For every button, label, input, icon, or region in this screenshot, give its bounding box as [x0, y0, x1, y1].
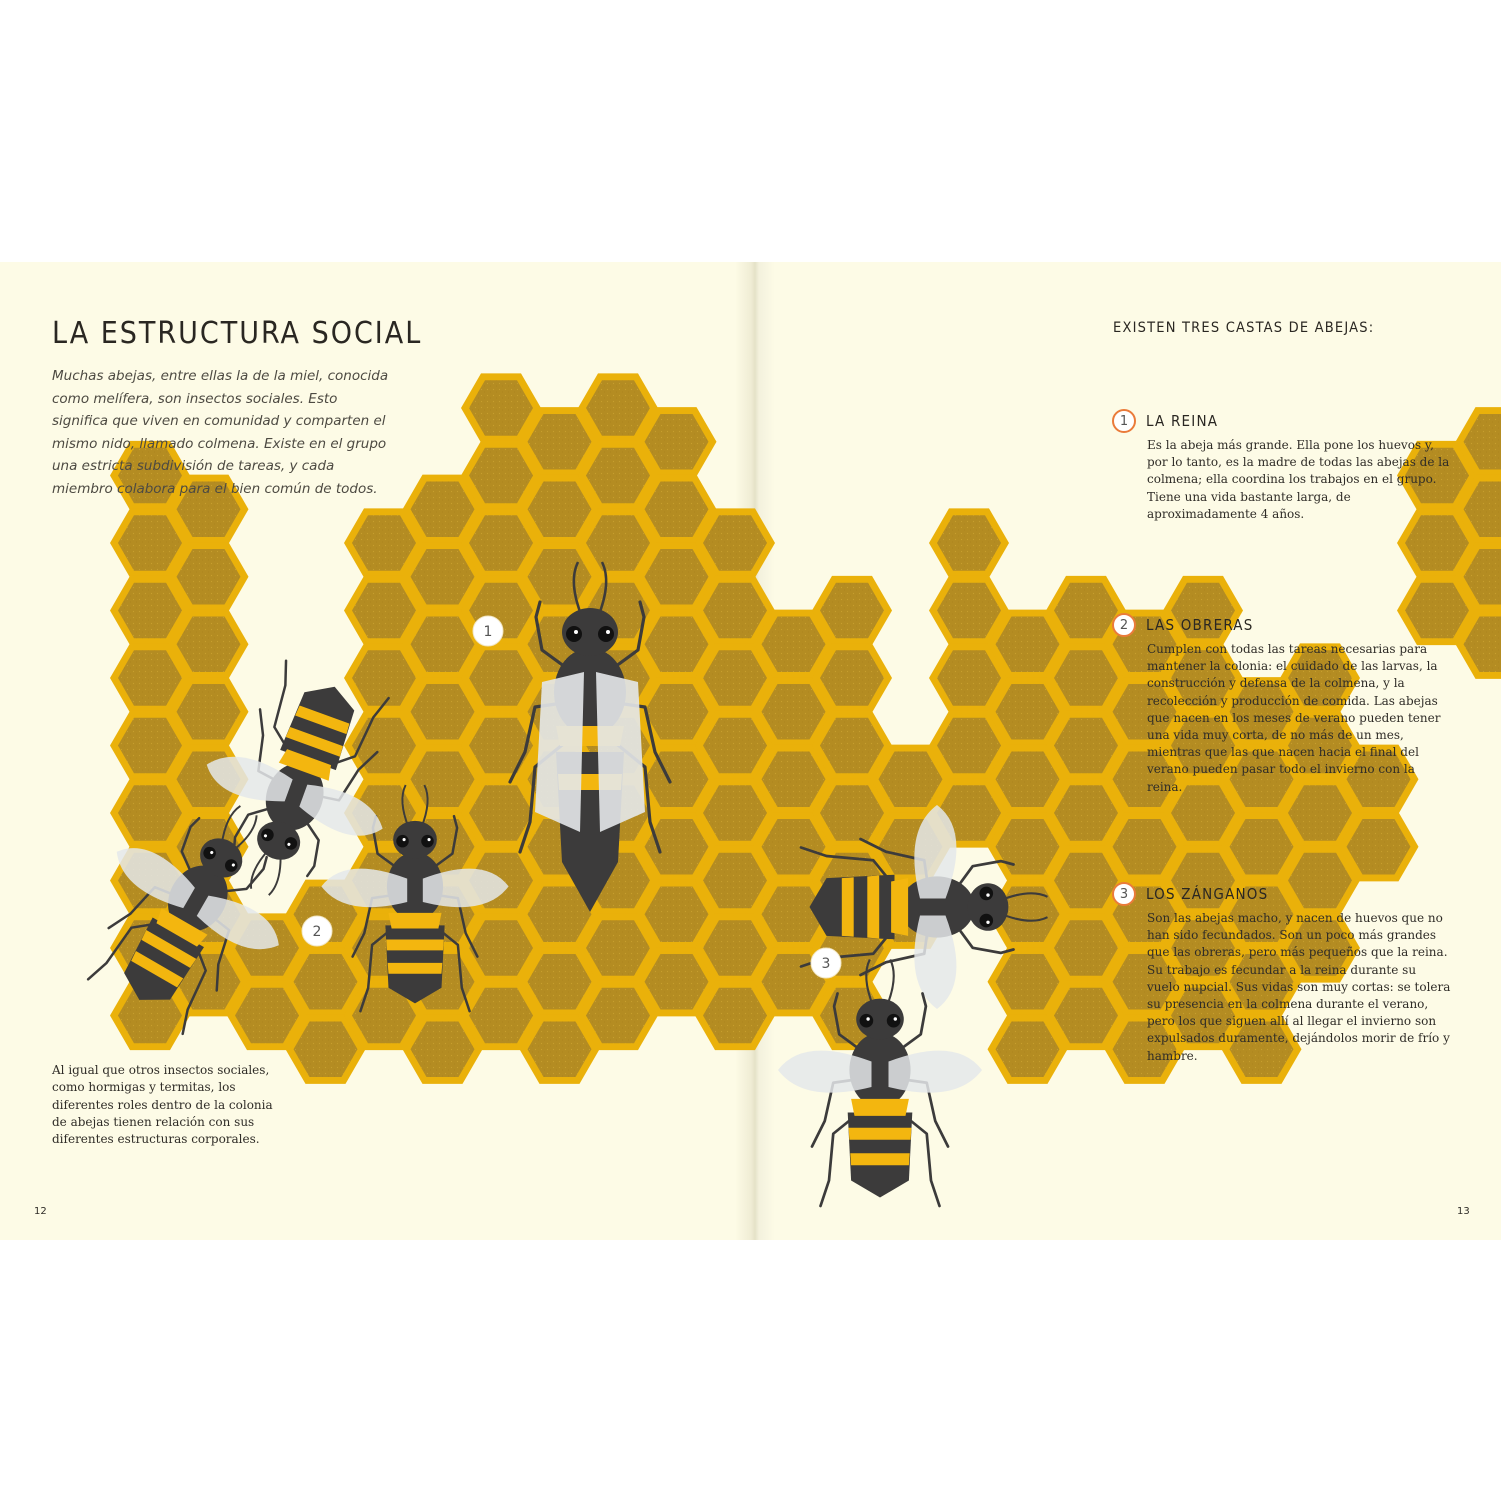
intro-paragraph: Muchas abejas, entre ellas la de la miel, conocida como melífera, son insectos sociales. Esto significa que viven en comunidad y comparten el mismo nido, llamado colmena. Existe en el grupo una estricta subdivisión de tareas, y cada miembro colabora para el bien común de todos.	[52, 368, 389, 497]
caste-number-badge: 3	[1112, 882, 1136, 906]
caste-marker	[302, 916, 332, 946]
caste-title: LAS OBRERAS	[1146, 616, 1254, 634]
caste-title: LOS ZÁNGANOS	[1146, 885, 1269, 903]
caste-marker-label: 1	[483, 624, 493, 640]
caste-queen	[1112, 409, 1452, 523]
page-number-right: 13	[1457, 1206, 1470, 1217]
caste-description: Es la abeja más grande. Ella pone los huevos y, por lo tanto, es la madre de todas las abejas de la colmena; ella coordina los trabajos en el grupo. Tiene una vida bastante larga, de aproximadamente 4 años.	[1147, 438, 1450, 521]
caste-description: Son las abejas macho, y nacen de huevos que no han sido fecundados. Son un poco más grandes que las obreras, pero más pequeños que la reina. Su trabajo es fecundar a la reina durante su vuelo nupcial. Sus vidas son muy cortas: se tolera su presencia en la colmena durante el verano, pero los que siguen allí al llegar el invierno son expulsados duramente, dejándolos morir de frío y hambre.	[1147, 911, 1451, 1063]
castes-heading: EXISTEN TRES CASTAS DE ABEJAS:	[1113, 320, 1375, 336]
page-number-left: 12	[34, 1206, 47, 1217]
caste-title: LA REINA	[1146, 412, 1219, 430]
caste-workers	[1112, 613, 1452, 796]
honeycomb-cell	[929, 508, 1009, 577]
book-spread	[0, 262, 1501, 1240]
caste-drones	[1112, 882, 1452, 1065]
caste-number-badge: 2	[1112, 613, 1136, 637]
caste-number-badge: 1	[1112, 409, 1136, 433]
caste-marker-label: 2	[312, 924, 322, 940]
caste-description: Cumplen con todas las tareas necesarias para mantener la colonia: el cuidado de las larvas, la construcción y defensa de la colmena, y la recolección y producción de comida. Las abejas que nacen en los meses de verano pueden tener una vida muy corta, de no más de un mes, mientras que las que nacen hacia el final del verano pueden pasar todo el invierno con la reina.	[1147, 642, 1441, 794]
page-title: LA ESTRUCTURA SOCIAL	[52, 316, 423, 351]
caste-marker	[473, 616, 503, 646]
side-note: Al igual que otros insectos sociales, como hormigas y termitas, los diferentes roles dentro de la colonia de abejas tienen relación con sus diferentes estructuras corporales.	[52, 1063, 273, 1147]
caste-marker-label: 3	[821, 956, 831, 972]
caste-marker	[811, 948, 841, 978]
